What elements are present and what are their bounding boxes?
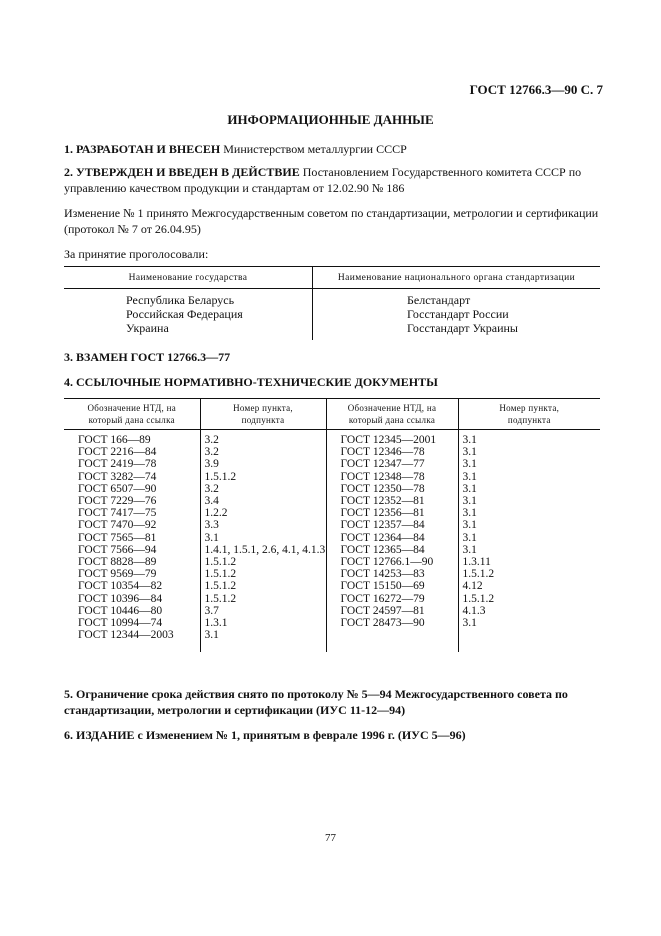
reference-document: ГОСТ 12365—84 <box>340 543 425 556</box>
clause-number: 1.5.1.2 <box>204 556 237 569</box>
clause-number: 3.1 <box>462 434 477 446</box>
clause-number: 1.5.1.2 <box>204 592 237 605</box>
voting-states-cell <box>64 289 313 341</box>
ref-docs-left <box>64 430 200 652</box>
reference-document: ГОСТ 2216—84 <box>78 446 157 459</box>
reference-document: ГОСТ 9569—79 <box>78 568 157 581</box>
reference-document: ГОСТ 28473—90 <box>340 617 425 630</box>
ref-header-point-right: Номер пункта, подпункта <box>458 399 600 430</box>
page-title: ИНФОРМАЦИОННЫЕ ДАННЫЕ <box>227 112 434 127</box>
reference-document: ГОСТ 7566—94 <box>78 543 157 556</box>
clause-number: 3.2 <box>204 446 219 459</box>
clause-number: 1.2.2 <box>204 507 228 520</box>
state-name: Украина <box>126 321 169 335</box>
clause-number: 3.4 <box>204 495 219 508</box>
clause-number: 4.12 <box>462 580 483 593</box>
clause-number: 3.1 <box>462 519 477 532</box>
state-name: Российская Федерация <box>126 307 243 321</box>
reference-document: ГОСТ 12350—78 <box>340 482 425 495</box>
clause-number: 1.5.1.2 <box>462 592 495 605</box>
item-developed-text: Министерством металлургии СССР <box>220 142 407 156</box>
reference-document: ГОСТ 12364—84 <box>340 531 425 544</box>
reference-document: ГОСТ 12345—2001 <box>340 434 437 446</box>
item-validity-limit: 5. Ограничение срока действия снято по протоколу № 5—94 Межгосударственного совета по стандартизации, метрологии и сертификации (ИУС 11-12—94) <box>64 687 568 717</box>
clause-number: 1.3.11 <box>462 556 491 569</box>
state-name: Республика Беларусь <box>126 293 235 307</box>
reference-document: ГОСТ 3282—74 <box>78 470 157 483</box>
clause-number: 3.1 <box>204 531 219 544</box>
clause-number: 3.3 <box>204 519 219 532</box>
reference-document: ГОСТ 12346—78 <box>340 446 425 459</box>
clause-number: 3.1 <box>204 629 219 642</box>
reference-document: ГОСТ 24597—81 <box>340 604 425 617</box>
clause-number: 1.3.1 <box>204 617 228 630</box>
item-approved-lead: 2. УТВЕРЖДЕН И ВВЕДЕН В ДЕЙСТВИЕ <box>64 165 300 179</box>
item-approved-text: Постановлением Государственного комитета СССР по управлению качеством продукции и стандартам от 12.02.90 № 186 <box>64 165 582 195</box>
reference-document: ГОСТ 7470—92 <box>78 519 157 532</box>
voting-table <box>64 266 600 340</box>
reference-document: ГОСТ 7229—76 <box>78 495 157 508</box>
reference-document: ГОСТ 10396—84 <box>78 592 163 605</box>
clause-number: 3.1 <box>462 482 477 495</box>
amendment-text: Изменение № 1 принято Межгосударственным советом по стандартизации, метрологии и сертификации (протокол № 7 от 26.04.95) <box>64 206 599 236</box>
clause-number: 1.5.1.2 <box>462 568 495 581</box>
page-header: ГОСТ 12766.3—90 С. 7 <box>469 82 603 97</box>
clause-number: 3.9 <box>204 458 219 471</box>
clause-number: 3.7 <box>204 604 219 617</box>
item-developed-lead: 1. РАЗРАБОТАН И ВНЕСЕН <box>64 142 221 156</box>
reference-document: ГОСТ 7417—75 <box>78 507 157 520</box>
voting-header-state: Наименование государства <box>64 267 313 289</box>
item-reference-documents: 4. ССЫЛОЧНЫЕ НОРМАТИВНО-ТЕХНИЧЕСКИЕ ДОКУМЕНТЫ <box>64 375 438 389</box>
clause-number: 3.1 <box>462 470 477 483</box>
voted-label <box>64 246 600 262</box>
reference-document: ГОСТ 8828—89 <box>78 556 157 569</box>
voting-header-body: Наименование национального органа стандартизации <box>313 267 601 289</box>
standards-body-name: Госстандарт России <box>407 307 509 321</box>
reference-documents-table <box>64 398 600 652</box>
reference-document: ГОСТ 12357—84 <box>340 519 425 532</box>
ref-header-point-left: Номер пункта, подпункта <box>200 399 326 430</box>
clause-number: 3.1 <box>462 495 477 508</box>
reference-document: ГОСТ 16272—79 <box>340 592 425 605</box>
clause-number: 1.4.1, 1.5.1, 2.6, 4.1, 4.1.3 <box>204 543 326 556</box>
reference-document: ГОСТ 10446—80 <box>78 604 163 617</box>
item-edition: 6. ИЗДАНИЕ с Изменением № 1, принятым в феврале 1996 г. (ИУС 5—96) <box>64 728 466 742</box>
clause-number: 3.1 <box>462 617 477 630</box>
reference-document: ГОСТ 12344—2003 <box>78 629 174 642</box>
reference-document: ГОСТ 166—89 <box>78 434 151 446</box>
ref-header-doc-right: Обозначение НТД, на который дана ссылка <box>326 399 458 430</box>
voted-label-text: За принятие проголосовали: <box>64 247 209 261</box>
reference-document: ГОСТ 10994—74 <box>78 617 163 630</box>
page-number: 77 <box>325 832 336 844</box>
standards-body-name: Госстандарт Украины <box>407 321 518 335</box>
reference-document: ГОСТ 12352—81 <box>340 495 425 508</box>
clause-number: 3.1 <box>462 458 477 471</box>
standards-body-name: Белстандарт <box>407 293 471 307</box>
reference-document: ГОСТ 15150—69 <box>340 580 425 593</box>
clause-number: 3.1 <box>462 531 477 544</box>
reference-document: ГОСТ 2419—78 <box>78 458 157 471</box>
item-replaces: 3. ВЗАМЕН ГОСТ 12766.3—77 <box>64 350 231 364</box>
ref-points-right <box>458 430 600 652</box>
reference-document: ГОСТ 12356—81 <box>340 507 425 520</box>
ref-points-left <box>200 430 326 652</box>
clause-number: 4.1.3 <box>462 604 486 617</box>
reference-document: ГОСТ 14253—83 <box>340 568 425 581</box>
reference-document: ГОСТ 7565—81 <box>78 531 157 544</box>
clause-number: 3.2 <box>204 434 219 446</box>
clause-number: 1.5.1.2 <box>204 568 237 581</box>
clause-number: 3.1 <box>462 543 477 556</box>
amendment-note <box>64 205 600 237</box>
reference-document: ГОСТ 12348—78 <box>340 470 425 483</box>
clause-number: 3.1 <box>462 507 477 520</box>
reference-document: ГОСТ 10354—82 <box>78 580 163 593</box>
reference-document: ГОСТ 12766.1—90 <box>340 556 434 569</box>
item-developed <box>64 141 600 157</box>
clause-number: 1.5.1.2 <box>204 580 237 593</box>
clause-number: 1.5.1.2 <box>204 470 237 483</box>
clause-number: 3.2 <box>204 482 219 495</box>
ref-docs-right <box>326 430 458 652</box>
ref-header-doc-left: Обозначение НТД, на который дана ссылка <box>64 399 200 430</box>
reference-document: ГОСТ 12347—77 <box>340 458 425 471</box>
clause-number: 3.1 <box>462 446 477 459</box>
item-approved <box>64 164 600 196</box>
voting-bodies-cell <box>313 289 601 341</box>
reference-document: ГОСТ 6507—90 <box>78 482 157 495</box>
